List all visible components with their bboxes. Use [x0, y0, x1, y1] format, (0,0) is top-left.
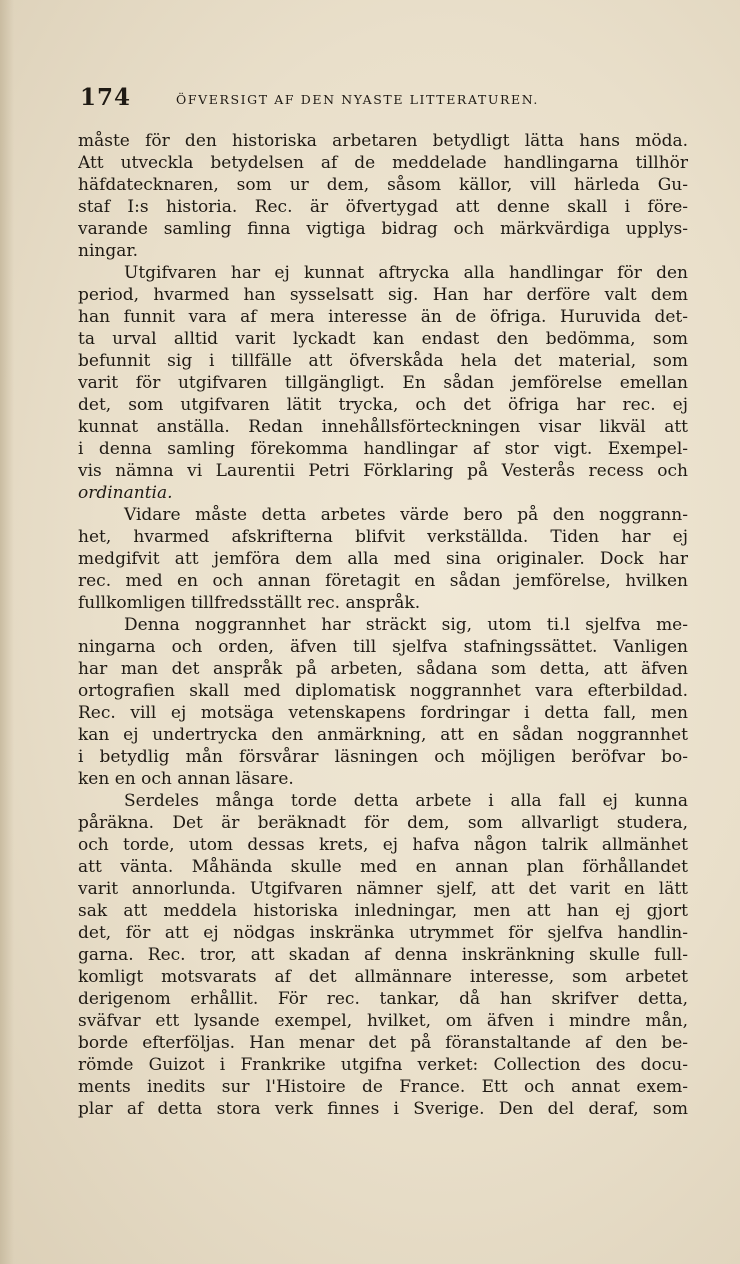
text-line: häfdatecknaren, som ur dem, såsom källor, vill härleda Gu- — [78, 175, 688, 195]
text-line: komligt motsvarats af det allmännare interesse, som arbetet — [78, 967, 688, 987]
text-line: och torde, utom dessas krets, ej hafva någon talrik allmänhet — [78, 835, 688, 855]
text-line: han funnit vara af mera interesse än de öfriga. Huruvida det- — [78, 307, 688, 327]
text-line: Rec. vill ej motsäga vetenskapens fordringar i detta fall, men — [78, 703, 688, 723]
text-line: ordinantia. — [78, 483, 173, 503]
text-line: staf I:s historia. Rec. är öfvertygad att denne skall i före- — [78, 197, 688, 217]
text-line: fullkomligen tillfredsställt rec. anspråk. — [78, 593, 421, 613]
running-title: ÖFVERSIGT AF DEN NYASTE LITTERATUREN. — [176, 92, 540, 107]
text-line: plar af detta stora verk finnes i Sverige. Den del deraf, som — [78, 1099, 688, 1119]
text-line: ortografien skall med diplomatisk noggrannhet vara efterbildad. — [78, 681, 688, 701]
text-line: måste för den historiska arbetaren betydligt lätta hans möda. — [78, 131, 688, 151]
text-line: kunnat anställa. Redan innehållsförteckningen visar likväl att — [78, 417, 688, 437]
text-line: i denna samling förekomma handlingar af stor vigt. Exempel- — [78, 439, 688, 459]
text-line: ken en och annan läsare. — [78, 769, 294, 789]
text-line: ningar. — [78, 241, 139, 261]
text-line: rec. med en och annan företagit en sådan jemförelse, hvilken — [78, 571, 688, 591]
text-line: i betydlig mån försvårar läsningen och möjligen beröfvar bo- — [78, 747, 688, 767]
text-line: ments inedits sur l'Histoire de France. Ett och annat exem- — [78, 1077, 688, 1097]
text-line: det, för att ej nödgas inskränka utrymmet för sjelfva handlin- — [78, 923, 688, 943]
text-line: varit annorlunda. Utgifvaren nämner sjelf, att det varit en lätt — [78, 879, 688, 899]
text-line: varande samling finna vigtiga bidrag och märkvärdiga upplys- — [78, 219, 688, 239]
text-line: ta urval alltid varit lyckadt kan endast den bedömma, som — [78, 329, 688, 349]
text-line: ningarna och orden, äfven till sjelfva stafningssättet. Vanligen — [78, 637, 688, 657]
text-line: period, hvarmed han sysselsatt sig. Han har derföre valt dem — [78, 285, 688, 305]
page-gutter-shadow — [0, 0, 14, 1264]
text-line: borde efterföljas. Han menar det på föranstaltande af den be- — [78, 1033, 688, 1053]
text-line: påräkna. Det är beräknadt för dem, som allvarligt studera, — [78, 813, 688, 833]
text-line: att vänta. Måhända skulle med en annan plan förhållandet — [78, 857, 688, 877]
text-line: har man det anspråk på arbeten, sådana som detta, att äfven — [78, 659, 688, 679]
text-line: het, hvarmed afskrifterna blifvit verkställda. Tiden har ej — [78, 527, 688, 547]
text-line: sak att meddela historiska inledningar, men att han ej gjort — [78, 901, 688, 921]
text-line: Vidare måste detta arbetes värde bero på den noggrann- — [124, 505, 688, 525]
text-line: Att utveckla betydelsen af de meddelade handlingarna tillhör — [78, 153, 688, 173]
text-line: garna. Rec. tror, att skadan af denna inskränkning skulle full- — [78, 945, 688, 965]
page-header — [80, 84, 640, 112]
text-line: varit för utgifvaren tillgängligt. En sådan jemförelse emellan — [78, 373, 688, 393]
text-line: römde Guizot i Frankrike utgifna verket: Collection des docu- — [78, 1055, 688, 1075]
text-line: kan ej undertrycka den anmärkning, att en sådan noggrannhet — [78, 725, 688, 745]
body-text — [78, 130, 688, 1120]
text-line: sväfvar ett lysande exempel, hvilket, om äfven i mindre mån, — [78, 1011, 688, 1031]
text-line: derigenom erhållit. För rec. tankar, då han skrifver detta, — [78, 989, 688, 1009]
text-line: Denna noggrannhet har sträckt sig, utom ti.l sjelfva me- — [124, 615, 688, 635]
text-line: medgifvit att jemföra dem alla med sina originaler. Dock har — [78, 549, 688, 569]
text-line: det, som utgifvaren lätit trycka, och det öfriga har rec. ej — [78, 395, 688, 415]
text-line: befunnit sig i tillfälle att öfverskåda hela det material, som — [78, 351, 688, 371]
text-line: Utgifvaren har ej kunnat aftrycka alla handlingar för den — [124, 263, 688, 283]
text-line: vis nämna vi Laurentii Petri Förklaring på Vesterås recess och — [78, 461, 688, 481]
text-line: Serdeles många torde detta arbete i alla fall ej kunna — [124, 791, 688, 811]
page-number: 174 — [80, 84, 132, 111]
